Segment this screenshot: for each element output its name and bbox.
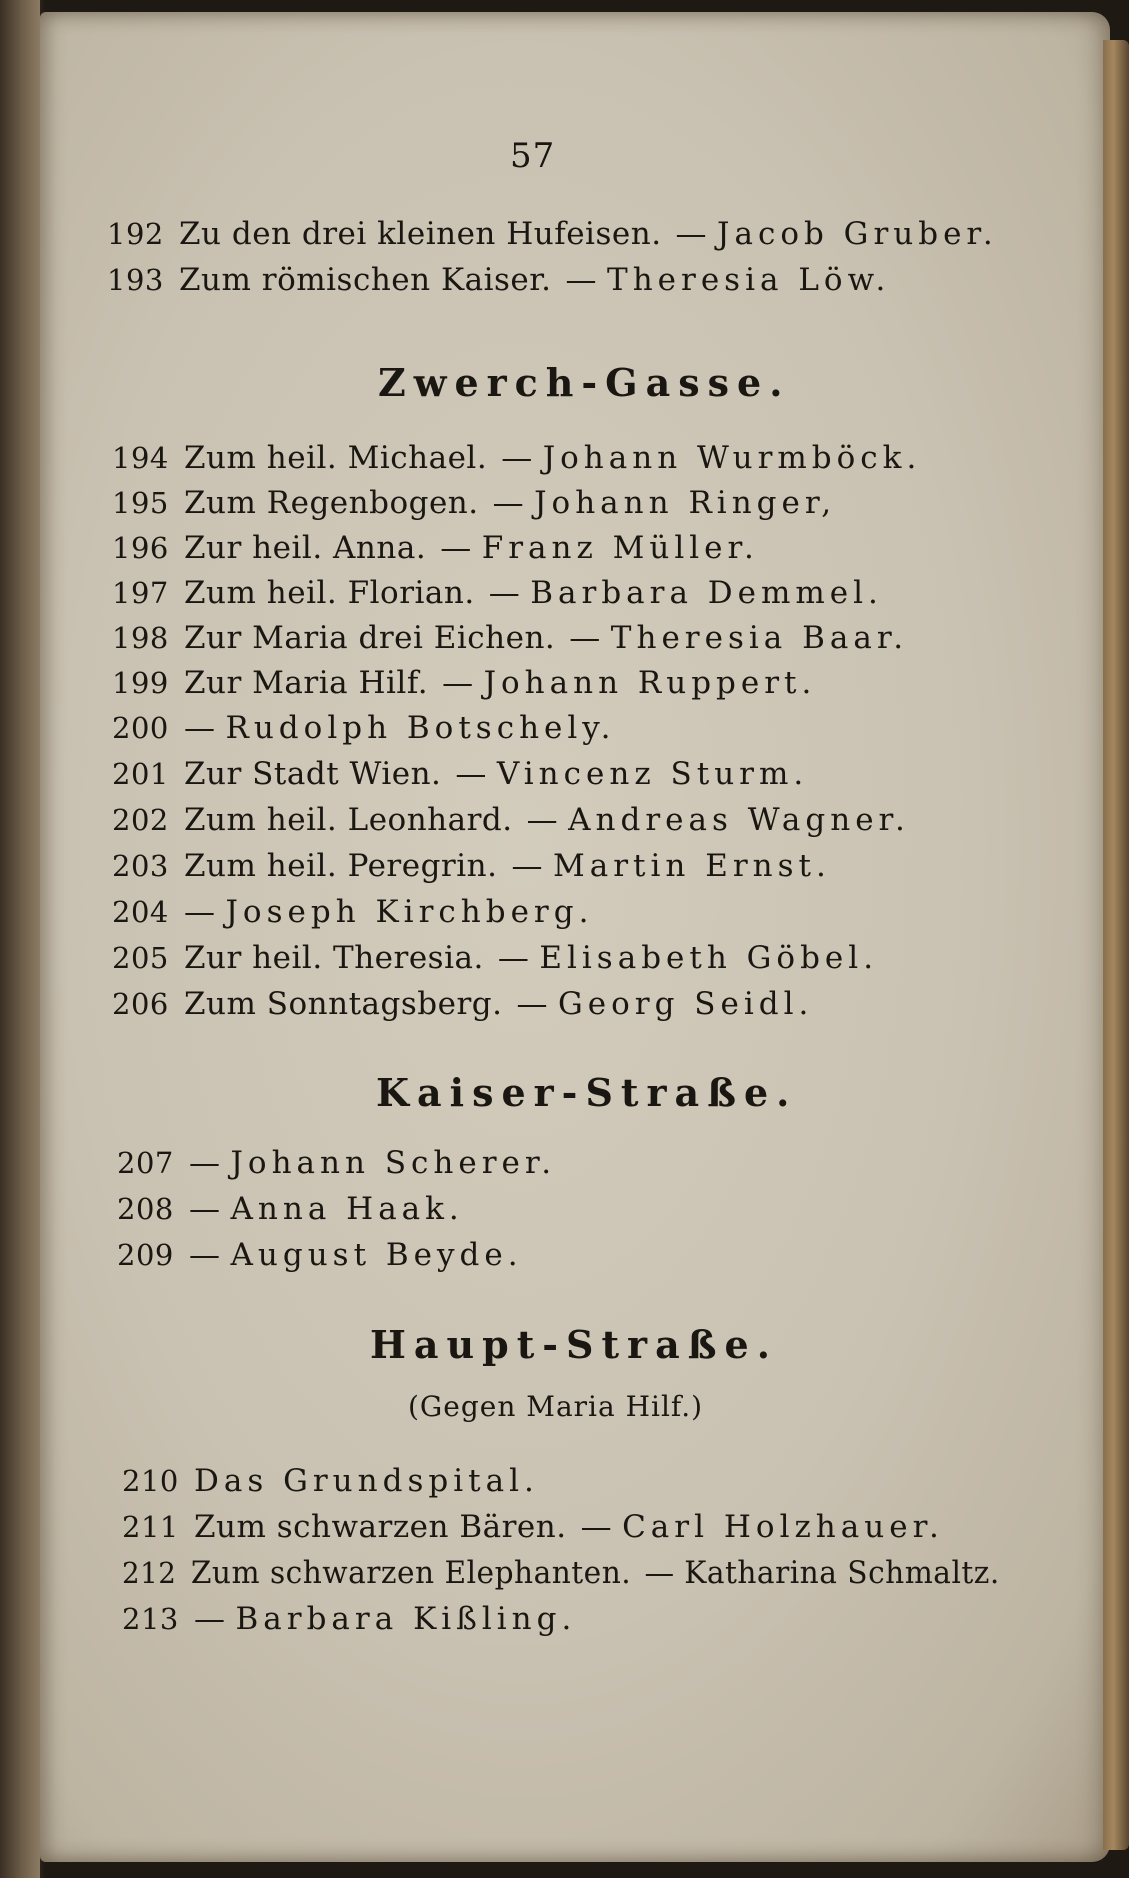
entry-number: 210 [122,1464,179,1498]
entry-house-name: Zum Sonntagsberg. [184,986,503,1022]
entry-number: 202 [112,803,169,837]
list-item [112,848,831,884]
section-heading: Kaiser-Straße. [376,1070,798,1115]
entry-house-name: Zum schwarzen Bären. [194,1509,567,1545]
entry-number: 195 [112,486,169,520]
entry-dash: — [455,756,487,792]
entry-number: 209 [117,1238,174,1272]
entry-number: 204 [112,895,169,929]
entry-owner: Theresia Baar. [610,620,909,656]
entry-owner: Joseph Kirchberg. [225,894,594,930]
entry-number: 197 [112,576,169,610]
list-item [122,1509,944,1545]
list-item [112,665,816,701]
entry-owner: Johann Ruppert. [483,665,817,701]
list-item [112,940,878,976]
entry-number: 198 [112,621,169,655]
entry-dash: — [492,485,525,521]
list-item [112,485,836,521]
entry-dash: — [580,1509,613,1545]
entry-house-name: Zum heil. Michael. [184,440,488,476]
entry-house-name: Zu den drei kleinen Hufeisen. [179,216,662,252]
list-item [112,986,813,1022]
entry-number: 201 [112,757,169,791]
list-item [117,1145,556,1181]
entry-number: 203 [112,849,169,883]
entry-owner: Johann Wurmböck. [542,440,922,476]
entry-house-name: Zum heil. Leonhard. [184,802,513,838]
list-item [107,262,890,298]
entry-number: 192 [107,217,164,251]
entry-house-name: Das Grundspital. [194,1463,539,1499]
entry-number: 212 [122,1556,177,1590]
entry-owner: Elisabeth Göbel. [539,940,879,976]
page-number: 57 [510,136,556,176]
list-item [117,1237,523,1273]
entry-house-name: Zur Stadt Wien. [184,756,442,792]
entry-dash: — [501,440,533,476]
entry-number: 200 [112,711,169,745]
entry-number: 207 [117,1146,174,1180]
list-item [112,620,908,656]
entry-dash: — [516,986,548,1022]
list-item [112,710,616,746]
section-heading: Haupt-Straße. [370,1322,778,1367]
entry-house-name: Zur heil. Anna. [184,530,427,566]
entry-house-name: Zum heil. Florian. [184,575,475,611]
entry-dash: — [184,710,216,746]
list-item [107,216,998,252]
entry-owner: Johann Ringer, [534,485,837,521]
entry-dash: — [184,894,216,930]
section-subheading: (Gegen Maria Hilf.) [408,1390,704,1423]
entry-owner: Jacob Gruber. [717,216,998,252]
entry-dash: — [442,665,474,701]
list-item [112,575,883,611]
list-item [112,756,808,792]
entry-dash: — [644,1555,675,1591]
list-item [122,1463,539,1499]
entry-owner: Theresia Löw. [607,262,891,298]
list-item [122,1555,1000,1591]
entry-owner: August Beyde. [230,1237,523,1273]
list-item [112,802,910,838]
entry-owner: Georg Seidl. [558,986,814,1022]
entry-number: 208 [117,1192,174,1226]
entry-dash: — [440,530,472,566]
entry-number: 199 [112,666,169,700]
entry-number: 193 [107,263,164,297]
entry-house-name: Zum heil. Peregrin. [184,848,498,884]
entry-dash: — [194,1601,226,1637]
entry-owner: Carl Holzhauer. [622,1509,944,1545]
entry-owner: Anna Haak. [230,1191,464,1227]
entry-owner: Johann Scherer. [230,1145,557,1181]
entry-number: 194 [112,441,169,475]
entry-dash: — [488,575,521,611]
list-item [122,1601,576,1637]
entry-dash: — [675,216,708,252]
entry-owner: Andreas Wagner. [568,802,910,838]
entry-dash: — [526,802,559,838]
list-item [112,440,921,476]
list-item [112,894,593,930]
entry-owner: Barbara Demmel. [530,575,883,611]
entry-owner: Vincenz Sturm. [496,756,809,792]
entry-house-name: Zur Maria drei Eichen. [184,620,556,656]
entry-number: 206 [112,987,169,1021]
entry-house-name: Zum schwarzen Elephanten. [190,1555,632,1591]
entry-number: 211 [122,1510,179,1544]
entry-owner: Franz Müller. [481,530,759,566]
entry-dash: — [511,848,543,884]
entry-number: 196 [112,531,169,565]
entry-dash: — [189,1145,221,1181]
entry-dash: — [189,1237,221,1273]
entry-dash: — [189,1191,221,1227]
entry-dash: — [565,262,598,298]
entry-house-name: Zum Regenbogen. [184,485,479,521]
entry-number: 213 [122,1602,179,1636]
list-item [112,530,759,566]
entry-house-name: Zum römischen Kaiser. [179,262,552,298]
entry-owner: Barbara Kißling. [235,1601,577,1637]
entry-number: 205 [112,941,169,975]
entry-owner: Rudolph Botschely. [225,710,616,746]
entry-owner: Katharina Schmaltz. [684,1555,1000,1591]
entry-house-name: Zur Maria Hilf. [184,665,429,701]
entry-dash: — [569,620,601,656]
section-heading: Zwerch-Gasse. [378,360,791,405]
entry-house-name: Zur heil. Theresia. [184,940,484,976]
entry-owner: Martin Ernst. [552,848,831,884]
entry-dash: — [497,940,530,976]
list-item [117,1191,464,1227]
